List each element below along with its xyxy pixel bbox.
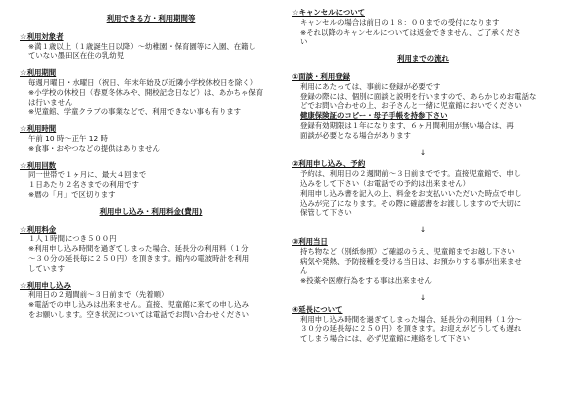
period-line: 毎週月曜日・水曜日（祝日、年末年始及び近隣小学校休校日を除く） [28, 77, 258, 87]
target-section [20, 32, 282, 61]
cancel-line: キャンセルの場合は前日の１８：００までの受付になります [300, 17, 500, 27]
step1-line: 登録有効期限は１年になります、６ヶ月間利用が無い場合は、再 [300, 120, 514, 130]
step4-heading: ④延長について [292, 304, 343, 314]
step4-line: てしまう場合には、必ず児童館に連絡をして下さい [300, 334, 470, 344]
down-arrow-icon: ↓ [419, 147, 427, 157]
section-title-usage: 利用できる方・利用期間等 [106, 14, 196, 23]
apply-section [20, 281, 282, 320]
step2-line: 込みをして下さい（お電話での予約は出来ません） [300, 178, 470, 188]
count-section [20, 161, 282, 200]
period-line: ※児童館、学童クラブの事業などで、利用できない事も有ります [28, 107, 241, 117]
period-line: ※小学校の休校日（春夏冬休みや、開校記念日など）は、あかちゃ保育 [28, 87, 264, 97]
count-line: １日あたり２名さまでの利用です [28, 180, 139, 190]
step3-section [292, 237, 554, 286]
step1-line: 登録の際には、個別に面談と説明を行いますので、あらかじめお電話な [300, 91, 537, 101]
hours-section [20, 124, 282, 153]
section-title-flow: 利用までの流れ [397, 54, 449, 64]
apply-line: をお願いします。空き状況については電話でお問い合わせください [28, 309, 249, 319]
fee-line: ～３０分の延長毎に２５０円）を頂きます。館内の電波時計を利用 [28, 253, 250, 263]
step2-line: 予約は、利用日の２週間前～３日前までです。直接児童館で、申し [300, 169, 521, 179]
step3-line: 病気や発熱、予防接種を受ける当日は、お預かりする事が出来ませ [300, 256, 522, 266]
period-heading: ☆利用期間 [20, 68, 57, 78]
step4-line: 利用申し込み時間を過ぎてしまった場合、延長分の利用料（１分～ [300, 314, 522, 324]
step1-line: 利用にあたっては、事前に登録が必要です [300, 81, 441, 91]
apply-line: ※電話での申し込みは出来ません。直接、児童館に来ての申し込み [28, 300, 249, 310]
count-line: ※暦の「月」で区切ります [28, 189, 116, 199]
right-column [292, 8, 554, 351]
step2-section [292, 159, 554, 218]
hours-heading: ☆利用時間 [20, 124, 57, 134]
step4-section [292, 305, 554, 344]
step3-line: 持ち物など（別紙参照）ご確認のうえ、児童館までお越し下さい [300, 246, 515, 256]
cancel-line: い [300, 37, 308, 47]
left-column [20, 8, 282, 327]
step1-line: 健康保険証のコピー・母子手帳を持参下さい [300, 111, 448, 121]
step2-line: 利用申し込み書を記入の上、料金をお支払いいただいた時点で申し [300, 188, 522, 198]
fee-line: しています [28, 263, 65, 273]
target-heading: ☆利用対象者 [20, 31, 64, 41]
cancel-line: ※それ以降のキャンセルについては返金できません、ご了承くださ [300, 27, 521, 37]
count-line: 同一世帯で１ヶ月に、最大４回まで [28, 170, 147, 180]
fee-heading: ☆利用料金 [20, 224, 57, 234]
step1-line: 面談が必要となる場合があります [300, 130, 411, 140]
target-line: ていない墨田区在住の乳幼児 [28, 51, 125, 61]
hours-line: 午前 10 時～正午 12 時 [28, 133, 108, 143]
step3-heading: ③利用当日 [292, 236, 328, 246]
fee-line: １人１時間につき５００円 [28, 234, 117, 244]
step2-heading: ②利用申し込み、予約 [292, 159, 366, 169]
cancel-heading: ☆キャンセルについて [292, 8, 365, 17]
step3-line: ん [300, 266, 308, 276]
apply-line: 利用日の２週間前～３日前まで（先着順） [28, 290, 169, 300]
fee-line: ※利用申し込み時間を過ぎてしまった場合、延長分の利用料（１分 [28, 244, 249, 254]
hours-line: ※食事・おやつなどの提供はありません [28, 143, 160, 153]
down-arrow-icon: ↓ [419, 292, 427, 302]
target-line: ※満１歳以上（１歳誕生日以降）～幼稚園・保育園等に入園、在籍し [28, 41, 256, 51]
cancel-section [292, 8, 554, 47]
step3-line: ※投薬や医療行為をする事は出来ません [300, 276, 432, 286]
step1-section [292, 72, 554, 141]
step1-line: どでお問い合わせの上、お子さんと一緒に児童館においでください [300, 101, 522, 111]
down-arrow-icon: ↓ [419, 225, 427, 235]
step2-line: 保管して下さい [300, 208, 352, 218]
step1-heading: ①面談・利用登録 [292, 71, 350, 81]
period-section [20, 68, 282, 117]
section-title-fee: 利用申し込み・利用料金(費用) [99, 206, 203, 216]
step2-line: 込みが完了になります。その際に確認書をお渡ししますので大切に [300, 198, 522, 208]
step4-line: ３０分の延長毎に２５０円）を頂きます。お迎えがどうしても遅れ [300, 324, 522, 334]
period-line: は行いません [28, 97, 73, 107]
apply-heading: ☆利用申し込み [20, 280, 71, 290]
count-heading: ☆利用回数 [20, 160, 57, 170]
fee-section [20, 225, 282, 274]
